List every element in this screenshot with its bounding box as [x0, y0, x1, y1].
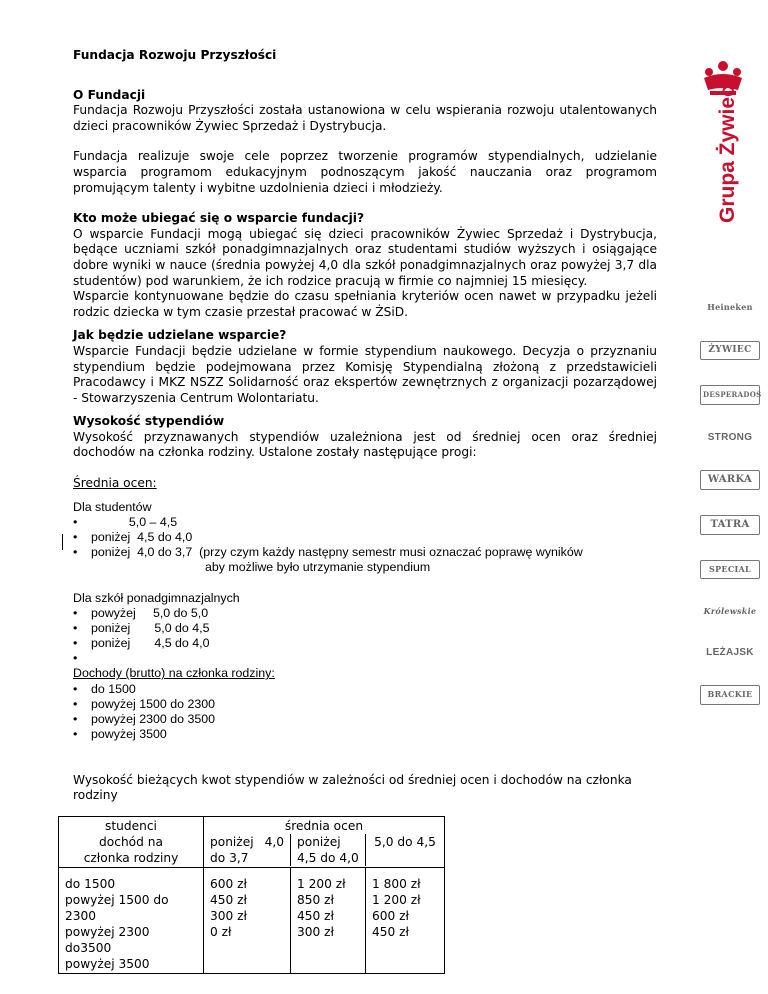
income-list: [73, 682, 657, 743]
schools-label: Dla szkół ponadgimnazjalnych: [73, 590, 240, 605]
document-body: [65, 48, 657, 974]
brand-logo: Królewskie: [703, 606, 757, 617]
amount-heading: Wysokość stypendiów: [73, 414, 225, 429]
table-cell: 1 800 zł 1 200 zł 600 zł 450 zł: [366, 867, 445, 973]
students-list: [73, 515, 657, 561]
brand-logo: STRONG: [707, 431, 753, 443]
table-caption: Wysokość bieżących kwot stypendiów w zależności od średniej ocen i dochodów na członka rodziny: [73, 772, 632, 803]
list-item: • do 1500: [73, 682, 657, 697]
list-item: • powyżej 1500 do 2300: [73, 697, 657, 712]
brand-logo: DESPERADOS: [700, 385, 760, 405]
text-cursor: [62, 534, 63, 550]
who-paragraph-2: Wsparcie kontynuowane będzie do czasu spełniania kryteriów ocen nawet w przypadku jeżeli rodzic dziecka w tym czasie przestał pracować w ŻSiD.: [73, 289, 657, 319]
how-heading: Jak będzie udzielane wsparcie?: [73, 328, 287, 343]
list-item: • powyżej 2300 do 3500: [73, 712, 657, 727]
brand-logo: LEŻAJSK: [706, 646, 754, 658]
how-paragraph: Wsparcie Fundacji będzie udzielane w formie stypendium naukowego. Decyzja o przyznaniu stypendium będzie podejmowana przez Komisję Stypendialną złożoną z przedstawicieli Pracodawcy i MKZ NSZZ Solidarność oraz ekspertów zewnętrznych z organizacji pozarządowej - Stowarzyszenia Centrum Wolontariatu.: [73, 343, 657, 405]
header-grades: [204, 816, 445, 867]
grupa-zywiec-logo: [698, 58, 748, 228]
header-income-label: dochód na członka rodziny: [83, 834, 179, 865]
students-grades: [73, 500, 657, 576]
table-cell: 600 zł 450 zł 300 zł 0 zł: [204, 867, 291, 973]
schools-list: [73, 606, 657, 652]
header-students: [59, 816, 204, 867]
brand-logo: ŻYWIEC: [700, 341, 760, 361]
col-header: poniżej 4,5 do 4,0: [291, 834, 366, 866]
document-title: Fundacja Rozwoju Przyszłości: [73, 48, 277, 62]
who-paragraph-1: O wsparcie Fundacji mogą ubiegać się dzieci pracowników Żywiec Sprzedaż i Dystrybucja, będące uczniami szkół ponadgimnazjalnych oraz studentami studiów wyższych i osiągające dobre wyniki w nauce (średnia powyżej 4,0 dla szkół ponadgimnazjalnych oraz powyżej 3,7 dla studentów) pod warunkiem, że ich rodzice pracują w firmie co najmniej 15 miesięcy.: [73, 226, 657, 288]
about-heading: O Fundacji: [73, 87, 146, 102]
schools-grades: [73, 591, 657, 652]
grades-heading: Średnia ocen:: [73, 476, 157, 491]
list-item: • poniżej 4,5 do 4,0: [73, 636, 657, 651]
logo-text: Grupa Żywiec: [716, 85, 739, 223]
brand-logos: [700, 300, 760, 730]
list-item: • 5,0 – 4,5: [73, 515, 657, 530]
list-item: • poniżej 4,0 do 3,7 (przy czym każdy następny semestr musi oznaczać poprawę wyników: [73, 545, 657, 560]
table-cell: 1 200 zł 850 zł 450 zł 300 zł: [291, 867, 366, 973]
brand-logo: WARKA: [700, 470, 760, 490]
brand-logo: SPECIAL: [700, 560, 760, 580]
header-grades-label: średnia ocen: [284, 818, 364, 833]
brand-logo: BRACKIE: [700, 685, 760, 705]
brand-logo: Heineken: [707, 302, 753, 312]
list-item: • powyżej 3500: [73, 727, 657, 742]
table-cell: do 1500 powyżej 1500 do 2300 powyżej 2300 do3500 powyżej 3500: [59, 867, 204, 973]
list-item: • powyżej 5,0 do 5,0: [73, 606, 657, 621]
students-label: Dla studentów: [73, 499, 152, 514]
col-header: 5,0 do 4,5: [374, 834, 436, 849]
col-header: poniżej 4,0 do 3,7: [204, 834, 291, 866]
about-paragraph-2: Fundacja realizuje swoje cele poprzez tworzenie programów stypendialnych, udzielanie wsparcia programom edukacyjnym podnoszącym jakość nauczania oraz programom promującym talenty i wybitne uzdolnienia dzieci i młodzieży.: [73, 149, 657, 195]
amount-paragraph: Wysokość przyznawanych stypendiów uzależniona jest od średniej ocen oraz średniej dochodów na członka rodziny. Ustalone zostały następujące progi:: [73, 429, 657, 460]
about-paragraph-1: Fundacja Rozwoju Przyszłości została ustanowiona w celu wspierania rozwoju utalentowanych dzieci pracowników Żywiec Sprzedaż i Dystrybucja.: [73, 103, 657, 133]
income-heading: Dochody (brutto) na członka rodziny:: [73, 666, 275, 681]
income-section: [73, 666, 657, 742]
table-row: [59, 867, 445, 973]
header-students-label: studenci: [105, 818, 157, 833]
list-item: • poniżej 4,5 do 4,0: [73, 530, 657, 545]
who-heading: Kto może ubiegać się o wsparcie fundacji?: [73, 211, 365, 226]
brand-logo: TATRA: [700, 515, 760, 535]
scholarship-table: [58, 816, 445, 974]
students-note-continuation: aby możliwe było utrzymanie stypendium: [205, 560, 431, 575]
list-item: • poniżej 5,0 do 4,5: [73, 621, 657, 636]
